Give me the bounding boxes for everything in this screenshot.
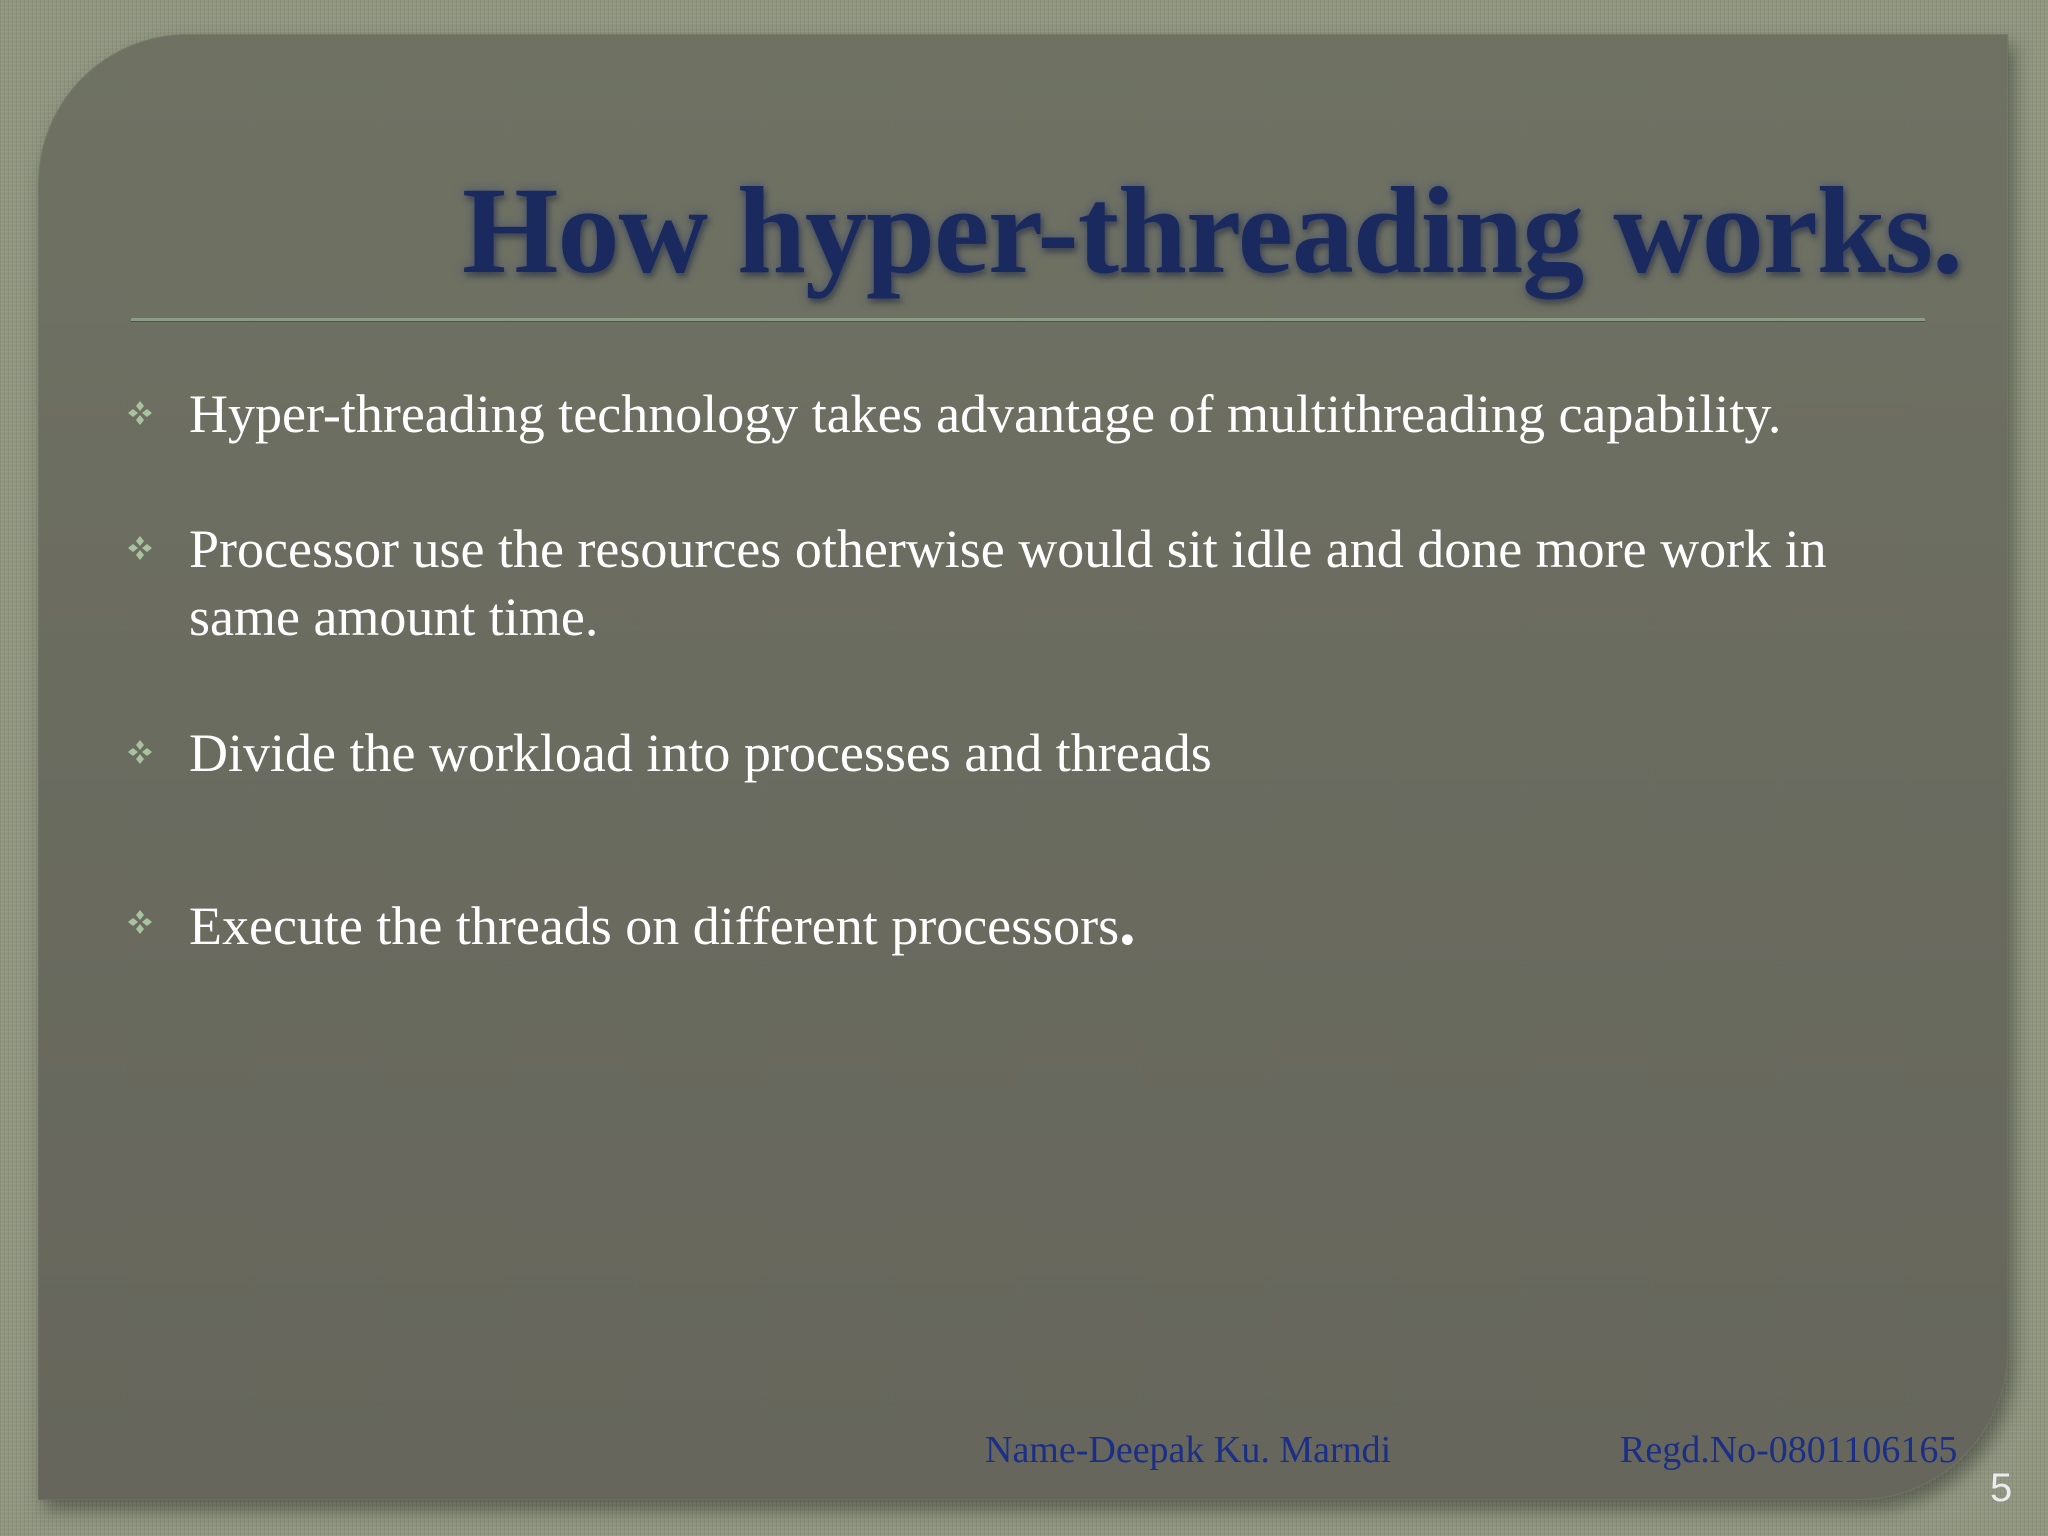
- four-diamond-bullet-icon: [125, 398, 155, 428]
- bullet-text: Divide the workload into processes and threads: [189, 723, 1212, 783]
- slide-title: How hyper-threading works.: [462, 162, 1962, 299]
- bullet-period: .: [1119, 886, 1136, 959]
- bullet-text: Hyper-threading technology takes advantage of multithreading capability.: [189, 384, 1782, 444]
- footer-registration-number: Regd.No-0801106165: [1620, 1429, 1958, 1471]
- slide-number: 5: [1990, 1466, 2013, 1510]
- bullet-item: [125, 719, 1905, 787]
- bullet-list: [125, 380, 1905, 960]
- bullet-item: [125, 886, 1905, 960]
- four-diamond-bullet-icon: [125, 737, 155, 767]
- title-divider: [131, 318, 1925, 321]
- footer-author-name: Name-Deepak Ku. Marndi: [985, 1429, 1392, 1471]
- bullet-text: Processor use the resources otherwise would sit idle and done more work in same amount time.: [189, 519, 1827, 647]
- bullet-item: [125, 380, 1905, 448]
- bullet-text: Execute the threads on different processors: [189, 896, 1120, 956]
- four-diamond-bullet-icon: [125, 533, 155, 563]
- bullet-item: [125, 515, 1905, 651]
- four-diamond-bullet-icon: [125, 907, 155, 937]
